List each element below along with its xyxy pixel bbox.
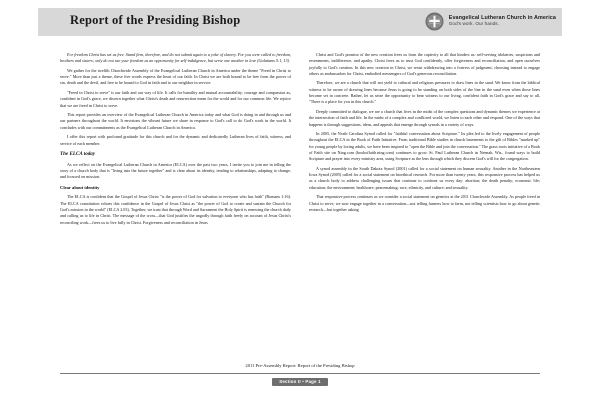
body-paragraph: We gather for the twelfth Churchwide Assembly of the Evangelical Lutheran Church in America under the theme "Freed in Christ to serve." More than just a theme, these five words express the heart of our faith. In Christ we are both bound to be free from the power of sin, death and the devil, and free to be bound to God in faith and to our neighbor in service.: [60, 67, 291, 86]
body-paragraph: As we reflect on the Evangelical Lutheran Church in America (ELCA) over the past two years, I invite you to join me in telling the story of a church body that is "living into the future together" and is clear about its identity, tending to relationships, adapting to change, and focused on mission.: [60, 161, 291, 180]
body-paragraph: Therefore, we are a church that will not yield to cultural and religious pressures to draw lines in the sand. We know from the biblical witness to be aware of drawing lines because Jesus is going to be standing on both sides of the line in the sand even when those lines become set in concrete. Rather, let us seize the opportunity to bear witness to our living, confident faith in God's grace and say to all, "There is a place for you in this church.": [309, 80, 540, 105]
subsection-heading-clear-about-identity: Clear about identity: [60, 184, 100, 190]
elca-org-name: Evangelical Lutheran Church in America: [448, 15, 556, 22]
elca-logo-text: [449, 16, 556, 26]
body-paragraph: Deeply committed to dialogue, we are a church that lives in the midst of the complex questions and dynamic themes we experience at the intersection of faith and life. In the midst of a complex and conflicted world, we listen to each other and respond. One of the ways that happens is through suggestions, ideas, and appeals that emerge through synods in a variety of ways.: [309, 108, 540, 127]
page-title: Report of the Presiding Bishop: [70, 13, 241, 27]
footer-report-line: 2011 Pre-Assembly Report: Report of the Presiding Bishop: [245, 363, 355, 368]
scripture-epigraph: For freedom Christ has set us free. Stand firm, therefore, and do not submit again to a yoke of slavery. For you were called to freedom, brothers and sisters; only do not use your freedom as an opportunity for self-indulgence, but serve one another in love (Galatians 5:1, 13).: [60, 52, 291, 64]
body-paragraph: This report provides an overview of the Evangelical Lutheran Church in America today and what God is doing in and through us and our partners throughout the world. It envisions the vibrant future we share in response to God's call to do God's work in the world. It concludes with our commitments as the Evangelical Lutheran Church in America.: [60, 112, 291, 130]
elca-cross-globe-icon: [425, 12, 444, 31]
page-header: [0, 0, 600, 42]
footer-section-badge: Section II • Page 1: [272, 378, 327, 386]
body-paragraph: A synod assembly in the South Dakota Synod (2001) called for a social statement on human sexuality. Another in the Northeastern Iowa Synod (2005) called for a social statement on bioethical research. For more than twenty years, this responsive process has helped us as a church body to address challenging issues that continue to confront us every day: abortion; the death penalty; economic life; education; the environment; healthcare; peacemaking; race, ethnicity, and culture; and sexuality.: [309, 165, 540, 190]
body-paragraph: In 2005, the North Carolina Synod called for "faithful conversation about Scripture." Its plea led to the lively engagement of people throughout the ELCA in the Book of Faith Initiative. From traditional Bible studies in church basements to the gift of Bibles "marked up" for young people by loving adults, we have been inspired to "open the Bible and join the conversation." The grass roots initiative of a Book of Faith site on Ning.com (bookoffaith.ning.com) continues to grow. St. Paul Lutheran Church in Neenah, Wis., found ways to build Scripture and prayer into every ministry area, using Scripture as the lens through which they discern God's will for the congregation.: [309, 131, 540, 162]
body-paragraph: The ELCA is confident that the Gospel of Jesus Christ "is the power of God for salvation to everyone who has faith" (Romans 1:16). The ELCA constitution echoes this confidence in the Gospel of Jesus Christ as "the power of God to create and sustain the Church for God's mission in the world" (ELCA 2.03). Together, we trust that through Word and Sacrament the Holy Spirit is renewing the church daily and calling us to life in Christ. The message of the cross—that God justifies the ungodly through faith freely on account of Jesus Christ's reconciling work—frees us to live fully in Christ. Forgiveness and reconciliation in Jesus: [60, 194, 291, 225]
page-footer: [0, 363, 600, 388]
elca-tagline: God's work. Our hands.: [448, 20, 500, 26]
elca-logo: [425, 12, 556, 31]
body-paragraph: I offer this report with profound gratitude for this church and for the dynamic and dedicatedly Lutheran lives of faith, witness, and service of each member.: [60, 134, 291, 146]
body-paragraph: "Freed in Christ to serve" is our faith and our way of life. It calls for humility and mutual accountability; courage and compassion as, confident in God's grace, we discern together what Christ's death and resurrection mean for the world and for our common life. We rejoice that we are freed in Christ to serve.: [60, 89, 291, 108]
text-column-right: [309, 52, 540, 370]
document-body: [60, 52, 540, 370]
section-heading-the-elca-today: The ELCA today: [60, 151, 96, 158]
body-paragraph: That responsive process continues as we consider a social statement on genetics at the 2011 Churchwide Assembly. As people freed in Christ to serve, we now engage together in a conversation—not telling farmers how to farm, not telling scientists how to go about genetic research—but together asking: [309, 194, 540, 212]
body-paragraph: Christ and God's promise of the new creation frees us from the captivity to all that hinders us: self-serving idolatries, suspicions and resentments, indifference, and apathy. Christ frees us to trust God confidently, offer forgiveness and reconciliation, and open ourselves joyfully to God's creation. In this new creation in Christ, we resist withdrawing into a fortress of judgment, choosing instead to engage others as ambassadors for Christ, embodied messengers of God's generous reconciliation.: [309, 52, 540, 76]
text-column-left: [60, 52, 291, 370]
